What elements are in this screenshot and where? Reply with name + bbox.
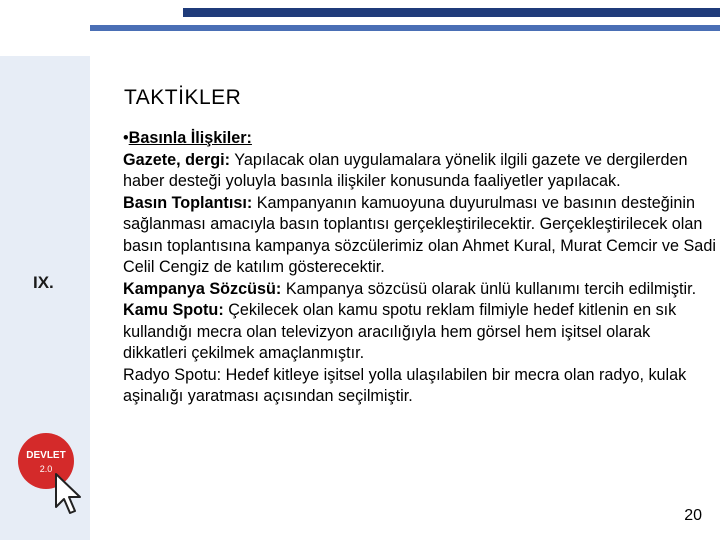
devlet-logo <box>18 427 90 517</box>
paragraph-label: Kampanya Sözcüsü: <box>123 279 282 298</box>
slide-title: TAKTİKLER <box>124 86 242 109</box>
paragraph-text: Radyo Spotu: Hedef kitleye işitsel yolla ulaşılabilen bir mecra olan radyo, kulak aşinalığı yaratması açısından seçilmiştir. <box>123 365 687 405</box>
content-heading <box>123 128 718 150</box>
paragraph-text: Kampanyanın kamuoyuna duyurulması ve basının desteğinin sağlanması amacıyla basın toplantısı gerçekleştirilecektir. Gerçekleştirilecek olan basın toplantısına kampanya sözcülerimiz olan Ahmet Kural, Murat Cemcir ve Sadi Celil Cengiz de katılım gösterecektir. <box>123 193 716 276</box>
paragraph-kamu-spotu <box>123 300 718 365</box>
paragraph-label: Kamu Spotu: <box>123 301 224 319</box>
paragraph-label: Gazete, dergi: <box>123 150 231 169</box>
paragraph-text: Yapılacak olan uygulamalara yönelik ilgili gazete ve dergilerden haber desteği yoluyla basınla ilişkiler konusunda faaliyetler yapılacak. <box>123 150 688 190</box>
logo-circle <box>18 433 74 489</box>
section-number: IX. <box>33 273 54 292</box>
heading-text: Basınla İlişkiler: <box>128 129 252 147</box>
paragraph-gazete <box>123 150 718 193</box>
header-bar-dark <box>183 8 720 17</box>
page-number: 20 <box>684 507 702 524</box>
paragraph-text: Kampanya sözcüsü olarak ünlü kullanımı tercih edilmiştir. <box>281 279 697 298</box>
paragraph-radyo-spotu <box>123 365 718 408</box>
logo-text-line2: 2.0 <box>39 464 53 474</box>
sidebar-divider <box>90 56 93 540</box>
cursor-icon <box>56 474 80 513</box>
paragraph-label: Basın Toplantısı: <box>123 193 253 212</box>
slide-content <box>123 128 718 408</box>
paragraph-kampanya-sozcusu <box>123 279 718 301</box>
header-bar-light <box>90 25 720 31</box>
logo-text-line1: DEVLET <box>26 450 66 461</box>
heading-bullet: • <box>123 129 129 147</box>
paragraph-basin-toplantisi <box>123 193 718 279</box>
paragraph-text: Çekilecek olan kamu spotu reklam filmiyle hedef kitlenin en sık kullandığı mecra olan televizyon aracılığıyla hem görsel hem işitsel olarak dikkatleri çekilmek amaçlanmıştır. <box>123 301 677 362</box>
